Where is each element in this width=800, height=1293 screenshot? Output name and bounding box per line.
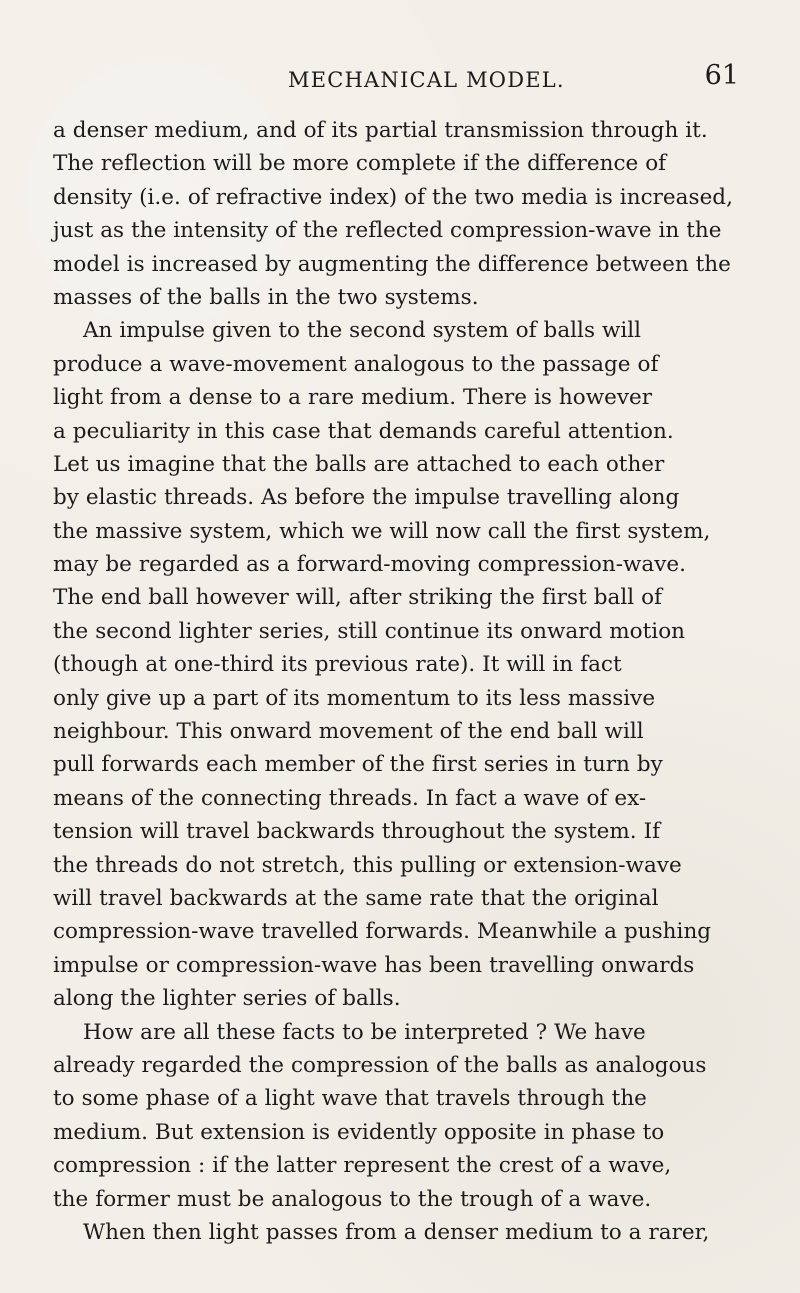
text-line: compression : if the latter represent the crest of a wave, [53,1153,672,1179]
text-line: means of the connecting threads. In fact a wave of ex- [53,785,647,811]
page-number: 61 [704,60,739,91]
text-line: a denser medium, and of its partial transmission through it. [53,118,708,143]
text-line: the second lighter series, still continue its onward motion [53,618,686,644]
text-line: compression-wave travelled forwards. Meanwhile a pushing [53,919,712,945]
text-line: by elastic threads. As before the impulse travelling along [53,485,680,511]
page-header [62,60,747,98]
text-line: impulse or compression-wave has been travelling onwards [53,952,695,978]
text-line: the former must be analogous to the trough of a wave. [53,1186,652,1212]
text-line: neighbour. This onward movement of the end ball will [53,719,644,745]
text-line: to some phase of a light wave that travels through the [53,1086,647,1112]
text-line: The end ball however will, after striking the first ball of [53,585,663,611]
text-line: pull forwards each member of the first series in turn by [53,752,663,778]
paragraph-start-line: When then light passes from a denser medium to a rarer, [83,1219,710,1245]
text-line: masses of the balls in the two systems. [53,284,479,310]
text-line: only give up a part of its momentum to its less massive [53,685,656,711]
text-line: tension will travel backwards throughout the system. If [53,819,661,845]
text-line: medium. But extension is evidently opposite in phase to [53,1119,665,1145]
text-line: (though at one-third its previous rate). It will in fact [53,652,622,678]
paragraph-start-line: An impulse given to the second system of balls will [83,318,642,344]
text-line: produce a wave-movement analogous to the passage of [53,351,659,377]
text-line: Let us imagine that the balls are attached to each other [53,451,665,477]
text-line: along the lighter series of balls. [53,986,401,1012]
text-line: the massive system, which we will now call the first system, [53,518,711,544]
text-line: the threads do not stretch, this pulling or extension-wave [53,852,682,878]
main-text [53,114,747,1249]
text-line: just as the intensity of the reflected compression-wave in the [53,218,722,244]
text-line: The reflection will be more complete if the difference of [53,151,667,177]
paragraph-start-line: How are all these facts to be interpreted ? We have [83,1019,646,1045]
text-line: a peculiarity in this case that demands careful attention. [53,418,674,444]
text-line: density (i.e. of refractive index) of the two media is increased, [53,184,733,210]
text-line: already regarded the compression of the balls as analogous [53,1052,707,1078]
running-head: MECHANICAL MODEL. [288,68,565,92]
text-line: will travel backwards at the same rate that the original [53,885,659,911]
text-line: model is increased by augmenting the difference between the [53,251,731,277]
text-line: may be regarded as a forward-moving compression-wave. [53,552,687,578]
text-line: light from a dense to a rare medium. There is however [53,385,653,411]
